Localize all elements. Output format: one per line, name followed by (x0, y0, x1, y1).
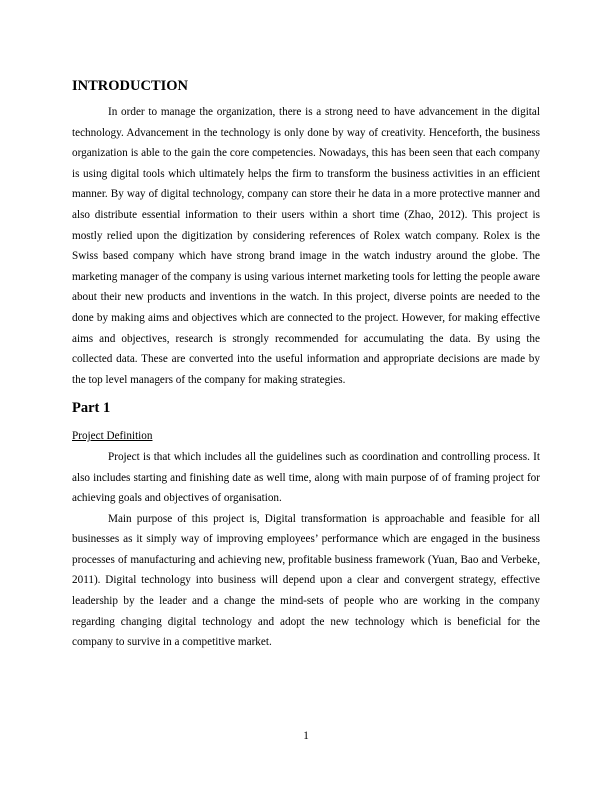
part1-paragraph-2: Main purpose of this project is, Digital transformation is approachable and feasible for all businesses as it simply way of improving employees’ performance which are engaged in the business processes of manufacturing and achieving new, profitable business framework (Yuan, Bao and Verbeke, 2011). Digital technology into business will depend upon a clear and convergent strategy, effective leadership by the leader and a change the mind-sets of people who are working in the company regarding changing digital technology and adopt the new technology which is beneficial for the company to survive in a competitive market. (72, 512, 540, 649)
part1-paragraph-1: Project is that which includes all the guidelines such as coordination and controlling process. It also includes starting and finishing date as well time, along with main purpose of of framing project for achieving goals and objectives of organisation. (72, 450, 540, 505)
page-content (72, 76, 540, 653)
project-definition-subheading: Project Definition (72, 430, 153, 443)
introduction-paragraph: In order to manage the organization, there is a strong need to have advancement in the digital technology. Advancement in the technology is only done by way of creativity. Henceforth, the business organization is able to the gain the core competencies. Nowadays, this has been seen that each company is using digital tools which ultimately helps the firm to transform the business activities in an efficient manner. By way of digital technology, company can store their he data in a more protective manner and also distribute essential information to their users within a short time (Zhao, 2012). This project is mostly relied upon the digitization by considering references of Rolex watch company. Rolex is the Swiss based company which have strong brand image in the watch industry around the globe. The marketing manager of the company is using various internet marketing tools for letting the people aware about their new products and inventions in the watch. In this project, diverse points are needed to the done by making aims and objectives which are connected to the project. However, for making effective aims and objectives, research is strongly recommended for accumulating the data. By using the collected data. These are converted into the useful information and appropriate decisions are made by the top level managers of the company for making strategies. (72, 106, 540, 386)
part1-heading: Part 1 (72, 400, 111, 417)
introduction-heading: INTRODUCTION (72, 78, 189, 94)
page-number: 1 (303, 730, 309, 742)
